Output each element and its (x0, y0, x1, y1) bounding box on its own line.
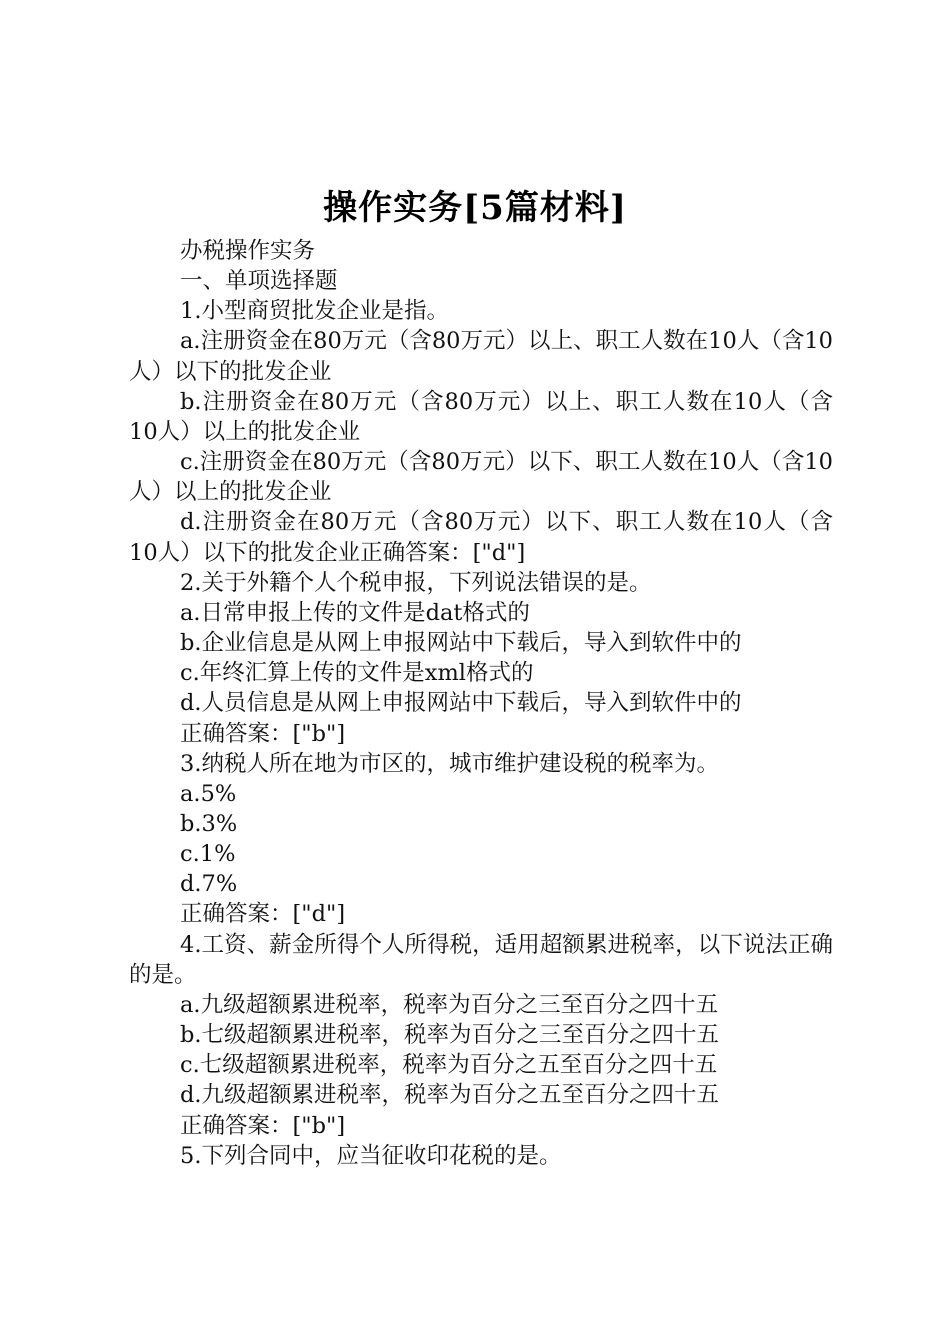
question-1-option-c: c.注册资金在80万元（含80万元）以下、职工人数在10人（含10人）以上的批发企业 (129, 449, 833, 506)
question-3-option-b: b.3% (180, 810, 238, 837)
question-4-option-a: a.九级超额累进税率，税率为百分之三至百分之四十五 (180, 991, 719, 1018)
question-2-option-b: b.企业信息是从网上申报网站中下载后，导入到软件中的 (180, 630, 742, 657)
question-2: 2.关于外籍个人个税申报，下列说法错误的是。 (180, 569, 652, 596)
question-4-option-c: c.七级超额累进税率，税率为百分之五至百分之四十五 (180, 1052, 718, 1079)
question-2-answer: 正确答案：["b"] (180, 720, 346, 747)
question-4-option-b: b.七级超额累进税率，税率为百分之三至百分之四十五 (180, 1022, 720, 1049)
question-3-option-d: d.7% (180, 871, 238, 898)
question-1: 1.小型商贸批发企业是指。 (180, 298, 449, 325)
question-1-option-d-answer: d.注册资金在80万元（含80万元）以下、职工人数在10人（含10人）以下的批发企业正确答案：["d"] (129, 509, 833, 566)
question-3-option-c: c.1% (180, 841, 236, 868)
question-4-option-d: d.九级超额累进税率，税率为百分之五至百分之四十五 (180, 1082, 720, 1109)
question-2-option-a: a.日常申报上传的文件是dat格式的 (180, 599, 530, 626)
question-4-answer: 正确答案：["b"] (180, 1112, 346, 1139)
question-3-option-a: a.5% (180, 780, 237, 807)
question-2-option-d: d.人员信息是从网上申报网站中下载后，导入到软件中的 (180, 690, 742, 717)
document-title: 操作实务[5篇材料] (323, 188, 627, 228)
section-heading: 办税操作实务 (180, 238, 316, 264)
question-4: 4.工资、薪金所得个人所得税，适用超额累进税率，以下说法正确的是。 (129, 931, 833, 988)
question-1-option-a: a.注册资金在80万元（含80万元）以上、职工人数在10人（含10人）以下的批发企业 (129, 328, 833, 385)
question-2-option-c: c.年终汇算上传的文件是xml格式的 (180, 660, 534, 687)
question-1-option-b: b.注册资金在80万元（含80万元）以上、职工人数在10人（含10人）以上的批发企业 (129, 388, 833, 445)
document-body (129, 236, 833, 1171)
section-subheading: 一、单项选择题 (180, 268, 338, 295)
question-3-answer: 正确答案：["d"] (180, 901, 346, 928)
question-3: 3.纳税人所在地为市区的，城市维护建设税的税率为。 (180, 750, 719, 777)
question-5: 5.下列合同中，应当征收印花税的是。 (180, 1142, 562, 1169)
